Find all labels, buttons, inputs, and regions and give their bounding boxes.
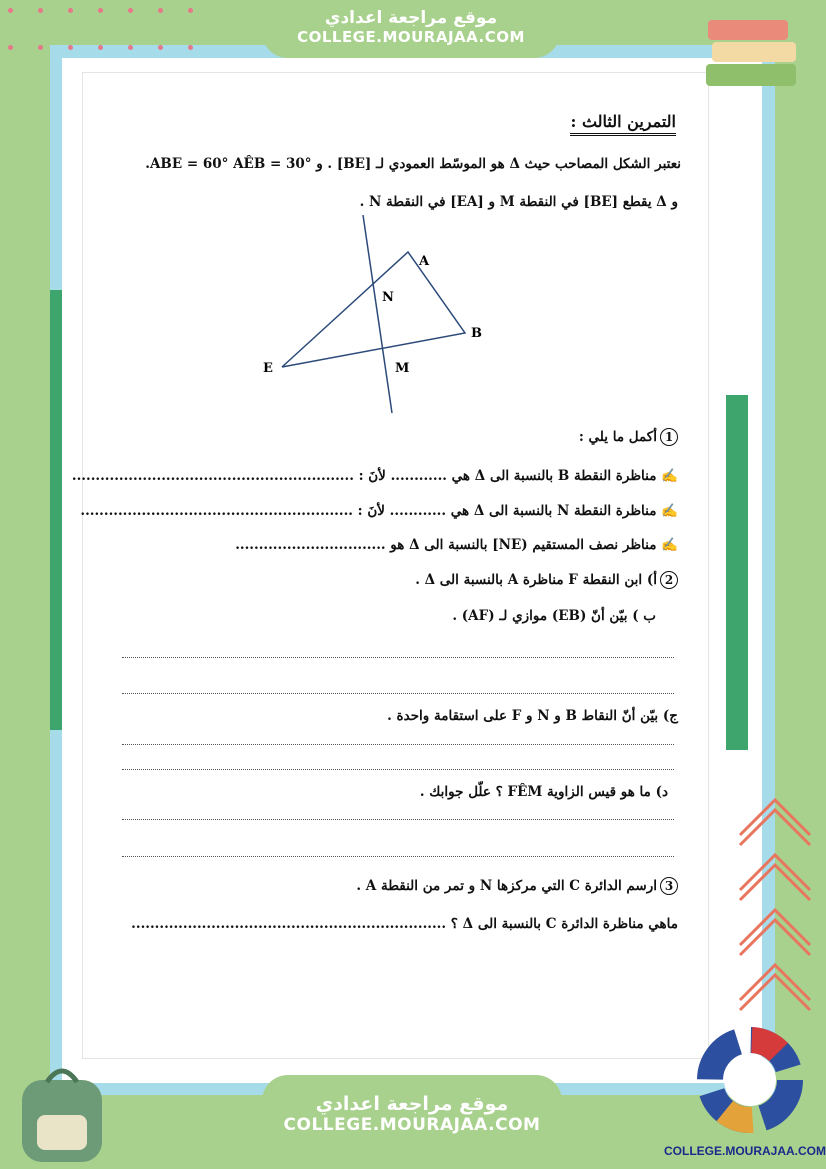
- label-B: B: [471, 326, 482, 341]
- question-2d: د) ما هو قيس الزاوية FÊM ؟ علّل جوابك .: [419, 784, 668, 800]
- question-1b: ✍ مناظرة النقطة N بالنسبة الى Δ هي ............ لأنَ : ..........................................................: [80, 503, 678, 519]
- label-N: N: [382, 290, 394, 305]
- number-badge: 3: [660, 877, 678, 895]
- subjects-wheel-icon: [695, 1022, 805, 1140]
- label-E: E: [263, 361, 273, 376]
- decor-stripe-right: [726, 395, 748, 750]
- footer-site-ar: موقع مراجعة اعدادي: [315, 1093, 509, 1115]
- answer-line[interactable]: [122, 693, 674, 694]
- backpack-icon: [12, 1060, 112, 1165]
- footer-site-en[interactable]: COLLEGE.MOURAJAA.COM: [283, 1115, 541, 1135]
- intro-line-1: نعتبر الشكل المصاحب حيث Δ هو الموسّط العمودي لـ [BE] . و ABE = 60° AÊB = 30°.: [145, 156, 681, 172]
- footer-brand[interactable]: COLLEGE.MOURAJAA.COM: [664, 1144, 826, 1158]
- answer-line[interactable]: [122, 856, 674, 857]
- answer-line[interactable]: [122, 744, 674, 745]
- decor-stripe-left: [50, 290, 62, 730]
- question-2c: ج) بيّن أنّ النقاط B و N و F على استقامة واحدة .: [387, 708, 678, 724]
- label-M: M: [395, 361, 410, 376]
- header-site-ar: موقع مراجعة اعدادي: [324, 8, 498, 28]
- header-site-en[interactable]: COLLEGE.MOURAJAA.COM: [297, 28, 525, 46]
- header-banner: [262, 0, 560, 58]
- question-1c: ✍ مناظر نصف المستقيم (NE] بالنسبة الى Δ هو ................................: [235, 537, 678, 553]
- question-1: [579, 428, 678, 446]
- geometry-figure: [255, 215, 495, 420]
- number-badge: 2: [660, 571, 678, 589]
- footer-banner: [262, 1075, 562, 1155]
- question-3b: ماهي مناظرة الدائرة C بالنسبة الى Δ ؟ ...................................................................: [131, 916, 678, 932]
- books-icon: [700, 12, 810, 97]
- answer-line[interactable]: [122, 657, 674, 658]
- question-2b: ب ) بيّن أنّ (EB) موازي لـ (AF) .: [452, 608, 656, 624]
- question-3-text: ارسم الدائرة C التي مركزها N و تمر من النقطة A .: [356, 878, 657, 894]
- question-1-text: أكمل ما يلي :: [578, 429, 657, 445]
- number-badge: 1: [660, 428, 678, 446]
- decor-dots: [0, 0, 210, 60]
- answer-line[interactable]: [122, 769, 674, 770]
- intro-line-2: و Δ يقطع [BE] في النقطة M و [EA] في النقطة N .: [359, 194, 678, 210]
- question-2a-text: أ) ابن النقطة F مناظرة A بالنسبة الى Δ .: [415, 572, 657, 588]
- label-A: A: [419, 254, 430, 269]
- answer-line[interactable]: [122, 819, 674, 820]
- chevrons-decor-icon: [735, 795, 815, 1035]
- question-2a: [415, 571, 678, 589]
- exercise-title: التمرين الثالث :: [570, 112, 676, 136]
- question-1a: ✍ مناظرة النقطة B بالنسبة الى Δ هي ............ لأنَ : ............................................................: [71, 468, 678, 484]
- question-3: [356, 877, 678, 895]
